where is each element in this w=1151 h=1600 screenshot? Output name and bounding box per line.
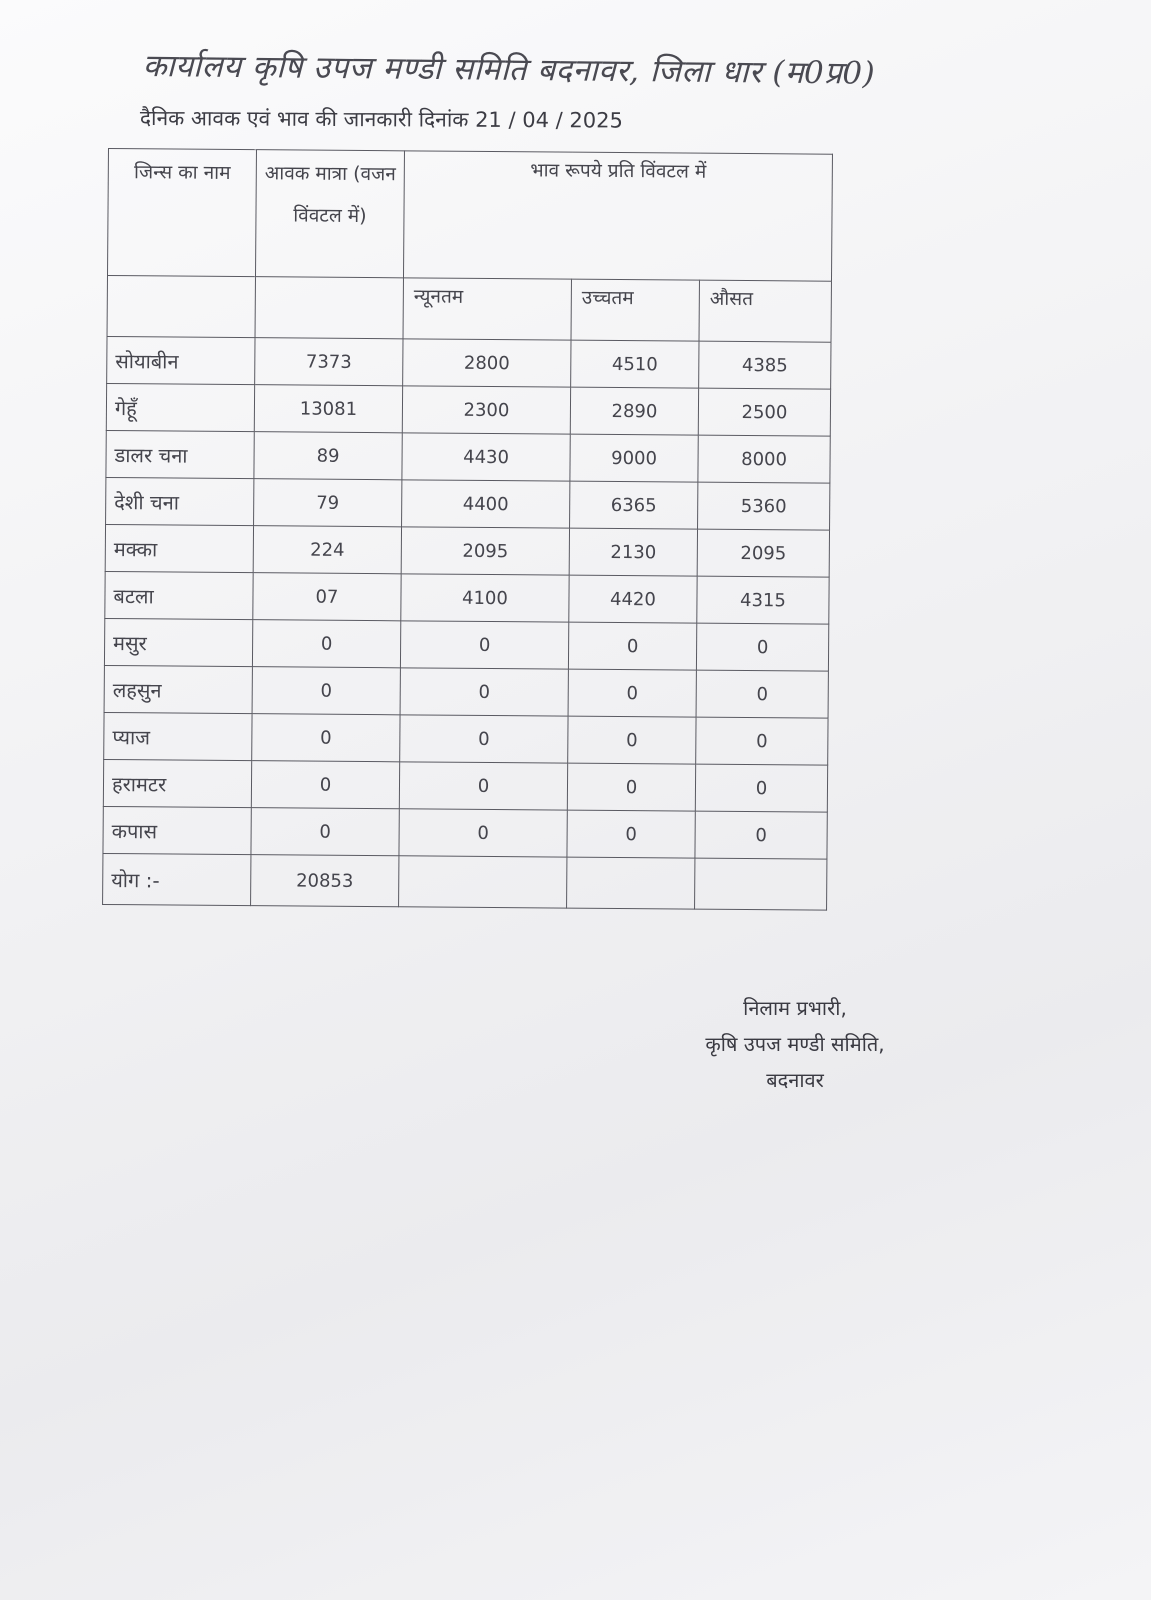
min-price: 4400 xyxy=(402,480,570,528)
avg-price: 8000 xyxy=(698,435,830,483)
avg-price: 0 xyxy=(695,811,827,859)
min-price: 0 xyxy=(399,809,567,857)
header-arrival-quantity: आवक मात्रा (वजन विंवटल में) xyxy=(255,150,404,278)
avg-price: 2095 xyxy=(697,529,829,577)
header-commodity-name: जिन्स का नाम xyxy=(107,149,256,277)
commodity-name: डालर चना xyxy=(106,430,254,478)
total-empty-avg xyxy=(695,858,827,910)
total-label: योग :- xyxy=(103,853,251,905)
price-table-wrapper xyxy=(102,148,833,911)
min-price: 0 xyxy=(399,762,567,810)
total-arrival: 20853 xyxy=(251,855,399,907)
arrival-value: 224 xyxy=(253,526,401,574)
signature-block xyxy=(660,990,930,1098)
table-row xyxy=(104,665,828,718)
min-price: 2095 xyxy=(401,527,569,575)
commodity-name: बटला xyxy=(105,571,253,619)
table-row xyxy=(106,477,830,530)
avg-price: 4315 xyxy=(697,576,829,624)
header-row xyxy=(107,149,832,282)
commodity-name: देशी चना xyxy=(106,477,254,525)
subheader-min: न्यूनतम xyxy=(403,278,571,340)
max-price: 0 xyxy=(568,669,696,717)
avg-price: 0 xyxy=(696,623,828,671)
arrival-value: 0 xyxy=(252,667,400,715)
commodity-name: हरामटर xyxy=(103,759,251,807)
avg-price: 0 xyxy=(695,764,827,812)
max-price: 9000 xyxy=(570,434,698,482)
total-row xyxy=(103,853,827,910)
max-price: 0 xyxy=(567,763,695,811)
price-table xyxy=(102,148,833,911)
min-price: 4100 xyxy=(401,574,569,622)
arrival-value: 0 xyxy=(252,714,400,762)
min-price: 0 xyxy=(400,715,568,763)
commodity-name: मक्का xyxy=(105,524,253,572)
arrival-value: 0 xyxy=(251,808,399,856)
arrival-value: 7373 xyxy=(255,338,403,386)
max-price: 0 xyxy=(567,810,695,858)
table-row xyxy=(106,430,830,483)
commodity-name: मसुर xyxy=(104,618,252,666)
arrival-value: 13081 xyxy=(254,385,402,433)
signature-line-1: निलाम प्रभारी, xyxy=(743,996,847,1020)
subheader-empty-1 xyxy=(107,276,255,338)
avg-price: 2500 xyxy=(698,388,830,436)
max-price: 0 xyxy=(568,622,696,670)
table-row xyxy=(105,571,829,624)
table-row xyxy=(103,759,827,812)
table-row xyxy=(106,383,830,436)
min-price: 2800 xyxy=(403,339,571,387)
table-row xyxy=(104,712,828,765)
max-price: 4420 xyxy=(569,575,697,623)
commodity-name: सोयाबीन xyxy=(107,336,255,384)
table-row xyxy=(107,336,831,389)
total-empty-max xyxy=(567,857,695,909)
max-price: 6365 xyxy=(570,481,698,529)
avg-price: 5360 xyxy=(698,482,830,530)
avg-price: 0 xyxy=(696,717,828,765)
signature-line-2: कृषि उपज मण्डी समिति, xyxy=(705,1032,885,1056)
report-subtitle: दैनिक आवक एवं भाव की जानकारी दिनांक 21 / 04 / 2025 xyxy=(139,105,623,133)
subheader-empty-2 xyxy=(255,277,403,339)
table-row xyxy=(104,618,828,671)
min-price: 0 xyxy=(400,621,568,669)
commodity-name: कपास xyxy=(103,806,251,854)
max-price: 2130 xyxy=(569,528,697,576)
table-row xyxy=(105,524,829,577)
arrival-value: 0 xyxy=(251,761,399,809)
signature-line-3: बदनावर xyxy=(766,1068,824,1092)
commodity-name: प्याज xyxy=(104,712,252,760)
office-title: कार्यालय कृषि उपज मण्डी समिति बदनावर, जिला धार (म0प्र0) xyxy=(142,47,876,92)
avg-price: 4385 xyxy=(699,341,831,389)
table-row xyxy=(103,806,827,859)
avg-price: 0 xyxy=(696,670,828,718)
commodity-name: गेहूँ xyxy=(106,383,254,431)
min-price: 2300 xyxy=(402,386,570,434)
subheader-row xyxy=(107,276,831,343)
arrival-value: 79 xyxy=(254,479,402,527)
commodity-name: लहसुन xyxy=(104,665,252,713)
total-empty-min xyxy=(399,856,567,908)
subheader-avg: औसत xyxy=(699,280,831,342)
max-price: 0 xyxy=(568,716,696,764)
subheader-max: उच्चतम xyxy=(571,279,699,341)
max-price: 2890 xyxy=(570,387,698,435)
max-price: 4510 xyxy=(571,340,699,388)
arrival-value: 07 xyxy=(253,573,401,621)
header-price-per-quintal: भाव रूपये प्रति विंवटल में xyxy=(403,151,832,281)
min-price: 0 xyxy=(400,668,568,716)
arrival-value: 0 xyxy=(252,620,400,668)
arrival-value: 89 xyxy=(254,432,402,480)
min-price: 4430 xyxy=(402,433,570,481)
